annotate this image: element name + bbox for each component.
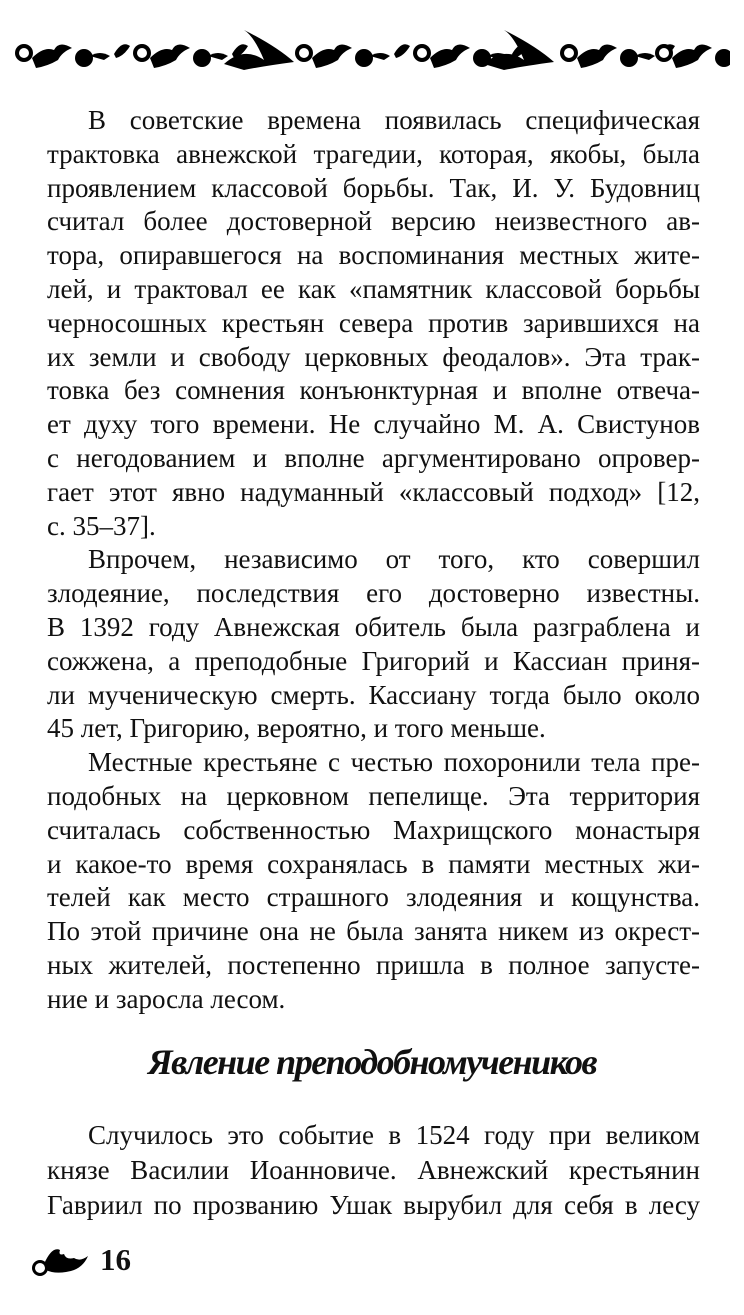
paragraph-4: [47, 1118, 700, 1223]
text-line: с негодованием и вполне аргументировано опровер-: [47, 442, 700, 473]
text-line: считал более достоверной версию неизвестного ав-: [47, 206, 700, 237]
section-heading: Явление преподобномучеников: [147, 1042, 597, 1082]
text-line: лей, и трактовал ее как «памятник классовой борьбы: [47, 273, 700, 304]
text-line: ние и заросла лесом.: [47, 983, 286, 1014]
text-line: товка без сомнения конъюнктурная и вполне отвеча-: [47, 375, 700, 406]
text-line: черносошных крестьян севера против зарившихся на: [47, 307, 700, 338]
text-line: телей как место страшного злодеяния и кощунства.: [47, 882, 700, 913]
text-line: ли мученическую смерть. Кассиану тогда было около: [47, 679, 700, 710]
text-line: В советские времена появилась специфическая: [88, 105, 700, 135]
text-line: с. 35–37].: [47, 510, 156, 541]
page-footer: [30, 1242, 131, 1278]
text-line: считалась собственностью Махрищского монастыря: [47, 814, 700, 845]
floral-ornament-border-icon: [14, 26, 730, 76]
text-line: 45 лет, Григорию, вероятно, и того меньше.: [47, 713, 546, 744]
text-line: ных жителей, постепенно пришла в полное запусте-: [47, 949, 700, 980]
body-text: [47, 104, 700, 1017]
paragraph-2: [47, 543, 700, 746]
text-line: князе Василии Иоанновиче. Авнежский крестьянин: [47, 1155, 700, 1185]
text-line: подобных на церковном пепелище. Эта территория: [47, 780, 700, 811]
text-line: Гавриил по прозванию Ушак вырубил для себя в лесу: [47, 1190, 700, 1220]
text-line: и какое-то время сохранялась в памяти местных жи-: [47, 848, 700, 879]
page-number: 16: [100, 1242, 131, 1277]
text-line: ет духу того времени. Не случайно М. А. Свистунов: [47, 409, 700, 440]
text-line: гает этот явно надуманный «классовый подход» [12,: [47, 476, 700, 507]
text-line: их земли и свободу церковных феодалов». Эта трак-: [47, 341, 700, 372]
text-line: В 1392 году Авнежская обитель была разграблена и: [47, 611, 700, 642]
paragraph-3: [47, 746, 700, 1016]
text-line: сожжена, а преподобные Григорий и Кассиан приня-: [47, 645, 700, 676]
text-line: злодеяние, последствия его достоверно известны.: [47, 578, 700, 609]
text-line: проявлением классовой борьбы. Так, И. У. Будовниц: [47, 172, 700, 203]
paragraph-1: [47, 104, 700, 543]
text-line: тора, опиравшегося на воспоминания местных жите-: [47, 240, 700, 271]
floral-ornament-icon: [30, 1242, 90, 1278]
text-line: трактовка авнежской трагедии, которая, якобы, была: [47, 138, 700, 169]
text-line: Местные крестьяне с честью похоронили тела пре-: [88, 747, 700, 778]
text-line: Впрочем, независимо от того, кто совершил: [88, 544, 700, 575]
text-line: Случилось это событие в 1524 году при великом: [88, 1120, 700, 1150]
text-line: По этой причине она не была занята никем из окрест-: [47, 916, 700, 947]
